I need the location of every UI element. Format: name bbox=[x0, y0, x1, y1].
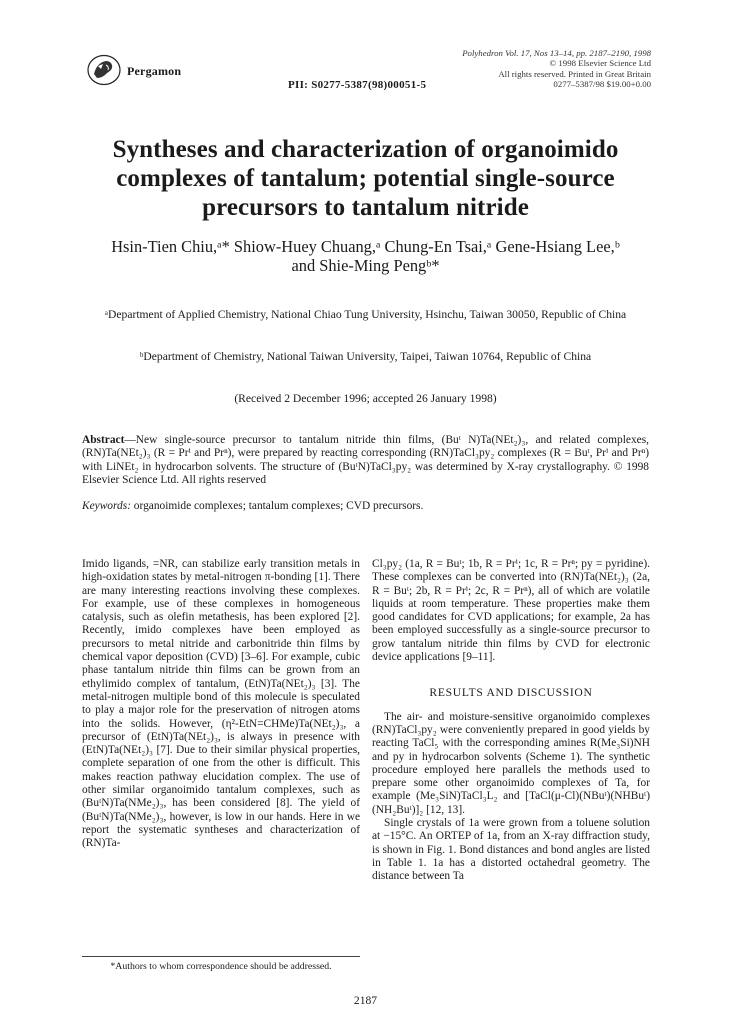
author-list bbox=[60, 237, 671, 275]
affiliation-a: ᵃDepartment of Applied Chemistry, National Chiao Tung University, Hsinchu, Taiwan 30050, Republic of China bbox=[104, 308, 627, 321]
keywords-label: Keywords: bbox=[82, 500, 131, 512]
pergamon-logo bbox=[86, 54, 122, 86]
received-dates: (Received 2 December 1996; accepted 26 January 1998) bbox=[234, 392, 497, 405]
price-code: 0277–5387/98 $19.00+0.00 bbox=[553, 78, 651, 89]
keywords bbox=[82, 500, 649, 512]
abstract-text: —New single-source precursor to tantalum nitride thin films, (Buᵗ N)Ta(NEt₂)₃, and related complexes, (RN)Ta(NEt₂)₃ (R = Prⁱ and Prⁿ), were prepared by reacting corresponding (RN)TaCl₃py₂ complexes (R = Buᵗ, Prⁱ and Prⁿ) with LiNEt₂ in hydrocarbon solvents. The structure of (BuᵗN)TaCl₃py₂ was determined by X-ray crystallography. © 1998 Elsevier Science Ltd. All rights reserved bbox=[82, 434, 649, 486]
body-paragraph: Imido ligands, =NR, can stabilize early transition metals in high-oxidation states by metal-nitrogen π-bonding [1]. There are many interesting reactions involving these complexes. For example, use of these complexes in homogeneous catalysis, such as olefin metathesis, has been explored [2]. Recently, imido complexes have been employed as precursors to metal nitride and carbonitride thin films by chemical vapor deposition (CVD) [3–6]. For example, cubic phase tantalum nitride thin films can be grown from an ethylimido complex of tantalum, (EtN)Ta(NEt₂)₃ [3]. The metal-nitrogen multiple bond of this molecule is speculated to play a major role for the preservation of nitrogen atoms into the solids. However, (η²-EtN=CHMe)Ta(NEt₂)₃, a precursor of (EtN)Ta(NEt₂)₃, is always in presence with (EtN)Ta(NEt₂)₃ [7]. Due to their similar physical properties, complete separation of one from the other is difficult. This makes reaction pathway elucidation complex. The use of other similar organoimido tantalum complexes, such as (BuᵗN)Ta(NMe₂)₃, has been considered [8]. The yield of (BuᵗN)Ta(NMe₂)₃, however, is low in our hands. Here in we report the systematic syntheses and characterization of (RN)Ta- bbox=[82, 558, 360, 850]
affiliation-b: ᵇDepartment of Chemistry, National Taiwan University, Taipei, Taiwan 10764, Republic of China bbox=[139, 350, 592, 363]
body-paragraph: Single crystals of 1a were grown from a toluene solution at −15°C. An ORTEP of 1a, from an X-ray diffraction study, is shown in Fig. 1. Bond distances and bond angles are listed in Table 1. 1a has a distorted octahedral geometry. The distance between Ta bbox=[372, 817, 650, 883]
rights-line: All rights reserved. Printed in Great Britain bbox=[498, 68, 651, 79]
journal-info bbox=[462, 48, 651, 89]
title-line: precursors to tantalum nitride bbox=[202, 194, 529, 221]
abstract bbox=[82, 434, 649, 487]
title-line: complexes of tantalum; potential single-source bbox=[116, 165, 615, 192]
journal-citation: Polyhedron Vol. 17, Nos 13–14, pp. 2187–2190, 1998 bbox=[462, 48, 651, 58]
publisher-name: Pergamon bbox=[127, 64, 182, 78]
right-column bbox=[372, 558, 650, 884]
footnote: *Authors to whom correspondence should be addressed. bbox=[110, 961, 332, 972]
author-line: and Shie-Ming Pengᵇ* bbox=[291, 256, 440, 275]
pii-code: PII: S0277-5387(98)00051-5 bbox=[288, 79, 427, 91]
copyright-line: © 1998 Elsevier Science Ltd bbox=[549, 58, 651, 69]
title-line: Syntheses and characterization of organoimido bbox=[112, 136, 619, 163]
page-number: 2187 bbox=[353, 994, 378, 1007]
article-title bbox=[60, 135, 671, 222]
author-line: Hsin-Tien Chiu,ᵃ* Shiow-Huey Chuang,ᵃ Chung-En Tsai,ᵃ Gene-Hsiang Lee,ᵇ bbox=[111, 237, 620, 256]
body-paragraph: The air- and moisture-sensitive organoimido complexes (RN)TaCl₃py₂ were conveniently prepared in good yields by reacting TaCl₅ with the corresponding amines R(Me₃Si)NH and py in hydrocarbon solvents (Scheme 1). The synthetic procedure employed here parallels the methods used to prepare some other organoimido complexes of Ta, for example (Me₃SiN)TaCl₃L₂ and [TaCl(μ-Cl)(NBuᵗ)(NHBuᵗ)(NH₂Buᵗ)]₂ [12, 13]. bbox=[372, 710, 650, 816]
body-paragraph: Cl₃py₂ (1a, R = Buᵗ; 1b, R = Prⁱ; 1c, R = Prⁿ; py = pyridine). These complexes can be converted into (RN)Ta(NEt₂)₃ (2a, R = Buᵗ; 2b, R = Prⁱ; 2c, R = Prⁿ), all of which are volatile liquids at room temperature. These properties make them good candidates for CVD applications; for example, 2a has been employed successfully as a single-source precursor to grow tantalum nitride thin films by CVD for electronic device applications [9–11]. bbox=[372, 558, 650, 664]
keywords-text: organoimide complexes; tantalum complexes; CVD precursors. bbox=[130, 500, 424, 512]
footnote-rule bbox=[82, 956, 360, 957]
section-heading: RESULTS AND DISCUSSION bbox=[429, 686, 593, 700]
left-column bbox=[82, 558, 360, 851]
abstract-label: Abstract bbox=[82, 434, 125, 446]
